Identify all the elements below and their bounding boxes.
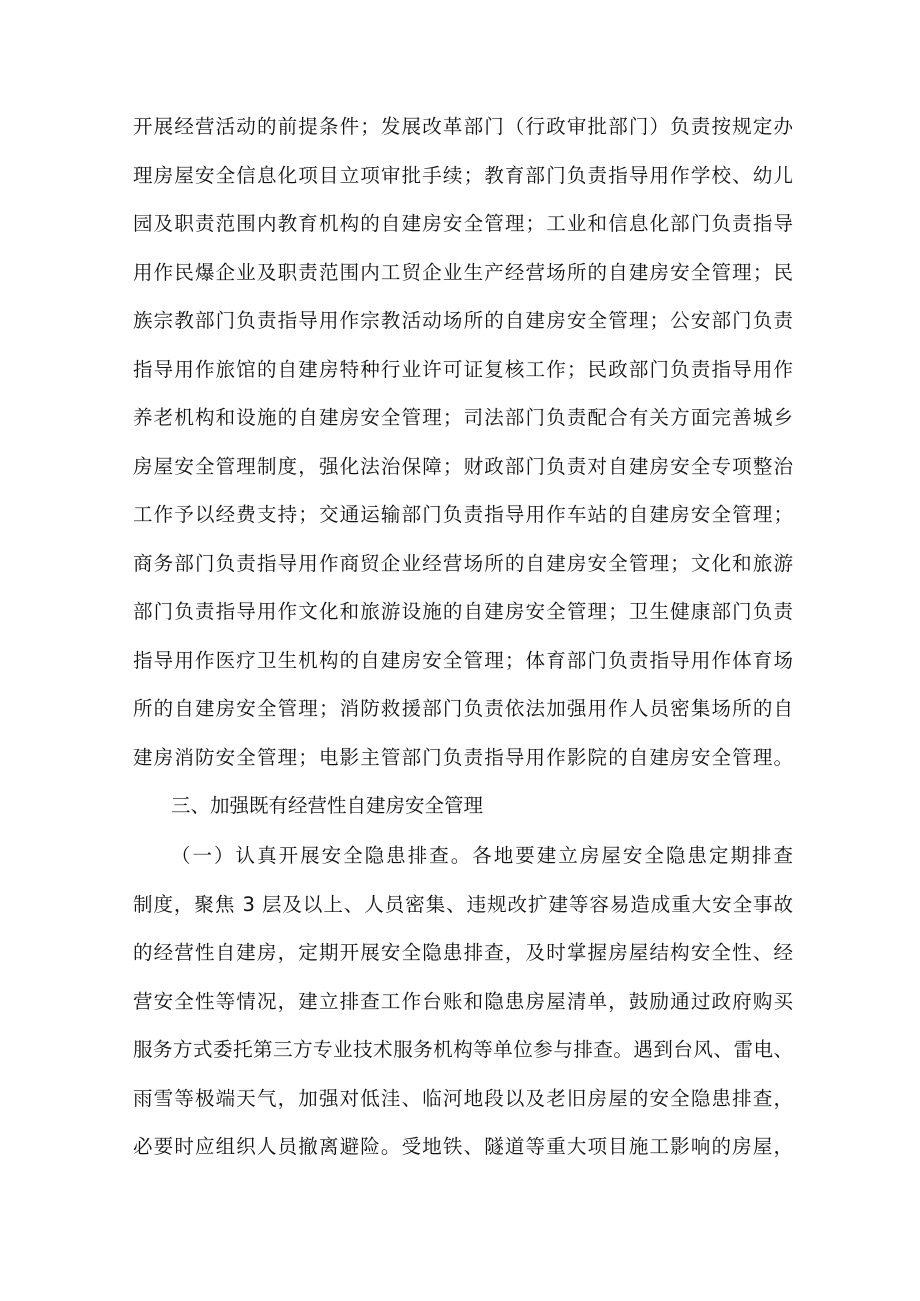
text-line: 房屋安全管理制度，强化法治保障；财政部门负责对自建房安全专项整治: [133, 454, 793, 478]
text-line: 商务部门负责指导用作商贸企业经营场所的自建房安全管理；文化和旅游: [133, 551, 793, 575]
text-line: 必要时应组织人员撤离避险。受地铁、隧道等重大项目施工影响的房屋，: [133, 1135, 793, 1158]
text-line: 部门负责指导用作文化和旅游设施的自建房安全管理；卫生健康部门负责: [133, 600, 793, 623]
text-line: 的经营性自建房，定期开展安全隐患排查，及时掌握房屋结构安全性、经: [133, 941, 793, 964]
text-line: 养老机构和设施的自建房安全管理；司法部门负责配合有关方面完善城乡: [133, 406, 793, 429]
text-line: 雨雪等极端天气，加强对低洼、临河地段以及老旧房屋的安全隐患排查，: [133, 1086, 793, 1110]
text-line: 服务方式委托第三方专业技术服务机构等单位参与排查。遇到台风、雷电、: [133, 1038, 793, 1061]
text-line: 营安全性等情况，建立排查工作台账和隐患房屋清单，鼓励通过政府购买: [133, 989, 793, 1013]
section-heading-block: [133, 782, 793, 831]
section-heading: 三、加强既有经营性自建房安全管理: [171, 794, 484, 817]
text-line: 园及职责范围内教育机构的自建房安全管理；工业和信息化部门负责指导: [133, 212, 793, 235]
text-line: 族宗教部门负责指导用作宗教活动场所的自建房安全管理；公安部门负责: [133, 309, 793, 332]
text-line: 用作民爆企业及职责范围内工贸企业生产经营场所的自建房安全管理；民: [133, 260, 793, 284]
text-line: 理房屋安全信息化项目立项审批手续；教育部门负责指导用作学校、幼儿: [133, 163, 793, 187]
text-line: 开展经营活动的前提条件；发展改革部门（行政审批部门）负责按规定办: [133, 115, 793, 138]
text-line: 建房消防安全管理；电影主管部门负责指导用作影院的自建房安全管理。: [133, 745, 793, 769]
text-line: 指导用作旅馆的自建房特种行业许可证复核工作；民政部门负责指导用作: [133, 357, 793, 381]
text-line: 制度，聚焦 3 层及以上、人员密集、违规改扩建等容易造成重大安全事故: [133, 892, 793, 916]
text-line: 工作予以经费支持；交通运输部门负责指导用作车站的自建房安全管理；: [133, 503, 793, 526]
body-text-top: [133, 103, 793, 782]
paragraph-first-line: （一）认真开展安全隐患排查。各地要建立房屋安全隐患定期排查: [171, 844, 793, 867]
text-line: 指导用作医疗卫生机构的自建房安全管理；体育部门负责指导用作体育场: [133, 648, 793, 672]
text-line: 所的自建房安全管理；消防救援部门负责依法加强用作人员密集场所的自: [133, 697, 793, 720]
body-text-bottom: [133, 832, 793, 1172]
